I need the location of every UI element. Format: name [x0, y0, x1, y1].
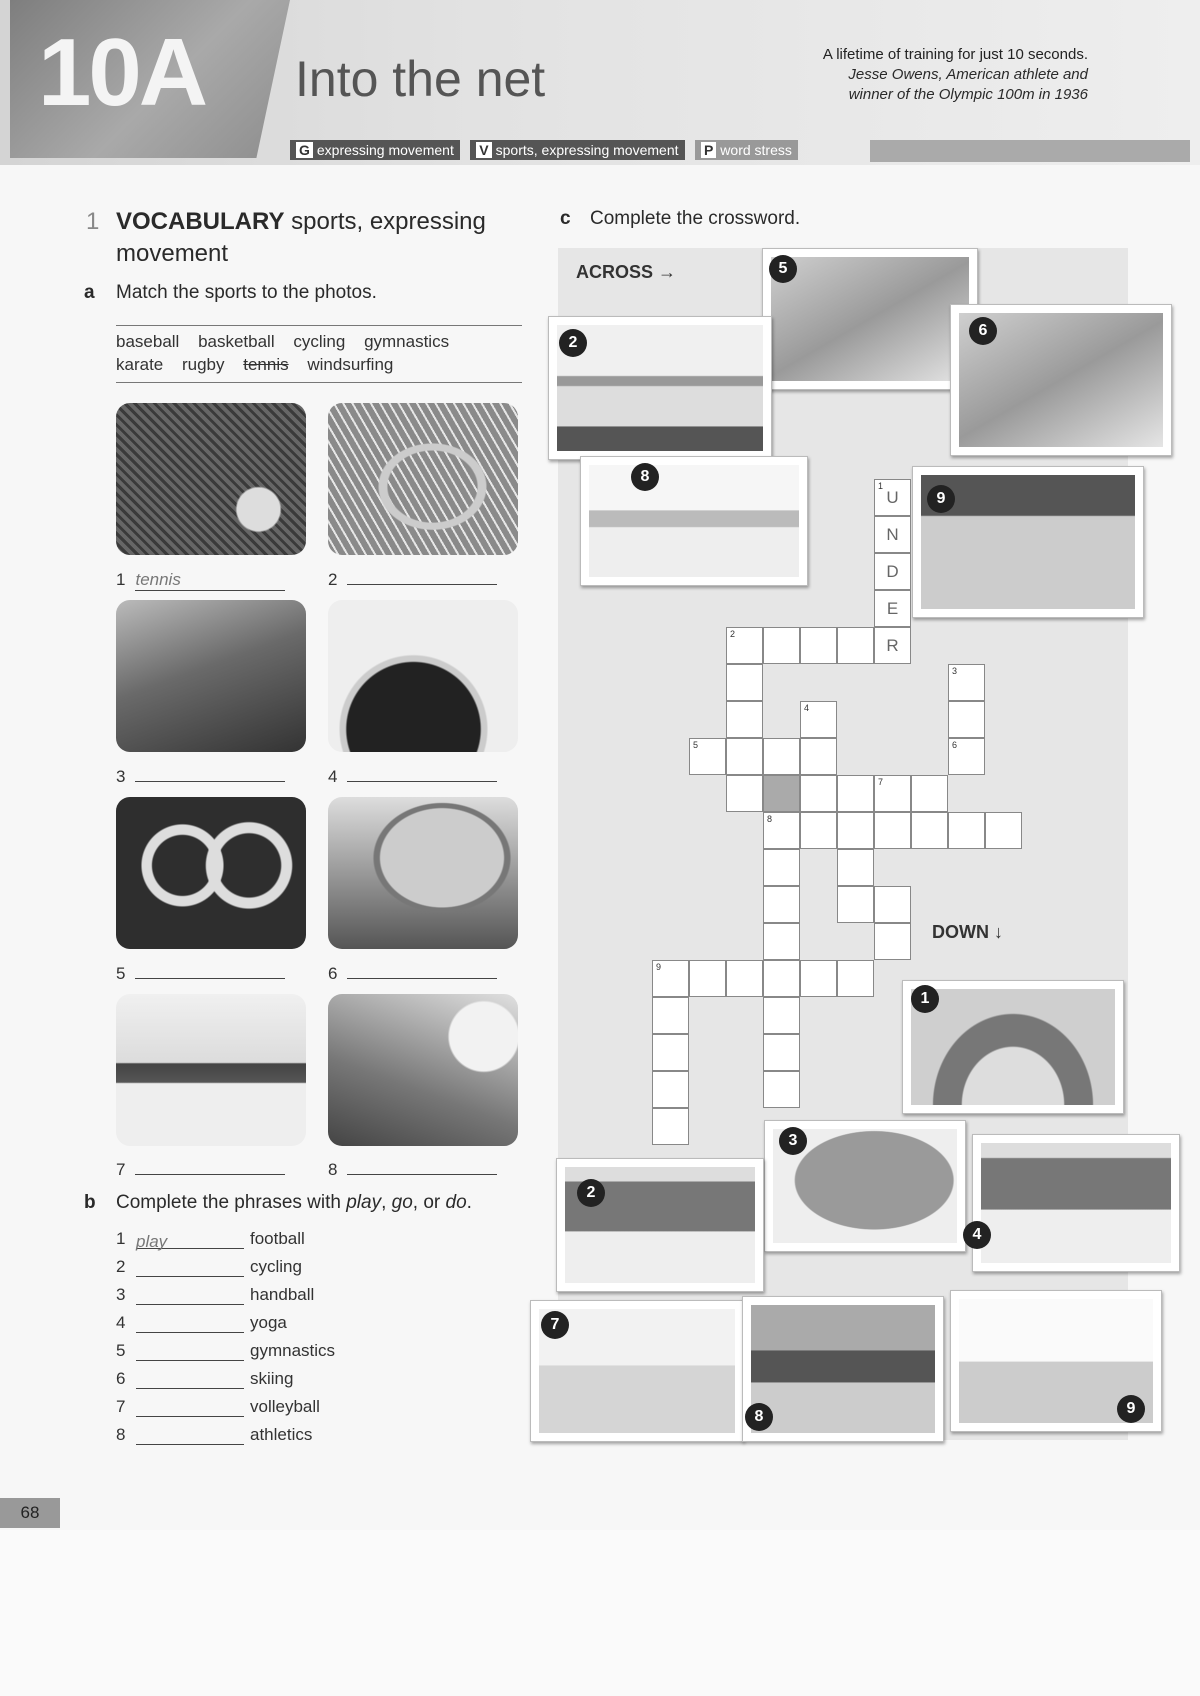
crossword-cell[interactable] — [874, 886, 911, 923]
crossword-cell[interactable] — [874, 479, 911, 516]
crossword-cell[interactable] — [763, 849, 800, 886]
crossword-cell[interactable] — [726, 701, 763, 738]
word-basketball: basketball — [198, 332, 275, 351]
phrase-blank[interactable] — [136, 1400, 244, 1417]
crossword-cell[interactable] — [652, 1071, 689, 1108]
crossword-cell[interactable] — [800, 738, 837, 775]
crossword-cell[interactable] — [763, 775, 800, 812]
word-cycling: cycling — [293, 332, 346, 351]
answer-line[interactable]: tennis — [135, 570, 285, 591]
phrase-item: 8 athletics — [116, 1425, 313, 1444]
across-picture-2: 2 — [548, 316, 772, 460]
exercise-b-instruction: Complete the phrases with play, go, or do. — [116, 1192, 472, 1213]
crossword-cell[interactable] — [763, 923, 800, 960]
crossword-cell[interactable] — [911, 812, 948, 849]
crossword-clue-number: 2 — [730, 629, 736, 639]
photo-caption-3: 3 — [116, 767, 285, 787]
photo-caption-7: 7 — [116, 1160, 285, 1180]
crossword-cell[interactable] — [763, 738, 800, 775]
crossword-cell[interactable] — [874, 553, 911, 590]
crossword-cell[interactable] — [911, 775, 948, 812]
phrase-blank[interactable] — [136, 1372, 244, 1389]
crossword-cell[interactable] — [874, 923, 911, 960]
across-picture-5: 5 — [762, 248, 978, 390]
word-windsurfing: windsurfing — [307, 355, 394, 374]
across-label: ACROSS → — [576, 262, 677, 282]
crossword-cell[interactable] — [874, 627, 911, 664]
answer-line[interactable] — [135, 781, 285, 782]
down-label: DOWN ↓ — [932, 922, 1003, 942]
photo-rugby — [328, 797, 518, 949]
crossword-letter: U — [886, 488, 899, 507]
crossword-cell[interactable] — [837, 775, 874, 812]
crossword-cell[interactable] — [763, 886, 800, 923]
quote-author-line1: Jesse Owens, American athlete and — [848, 66, 1088, 83]
phrase-blank[interactable] — [136, 1260, 244, 1277]
crossword-cell[interactable] — [800, 812, 837, 849]
word-box-row-2 — [116, 355, 407, 375]
crossword-cell[interactable] — [726, 775, 763, 812]
phrase-item: 1 play football — [116, 1229, 305, 1251]
page-footer — [0, 1530, 1200, 1696]
phrase-blank[interactable]: play — [136, 1232, 244, 1249]
phrase-item: 3 handball — [116, 1285, 315, 1304]
crossword-cell[interactable] — [652, 960, 689, 997]
crossword-clue-number: 9 — [656, 962, 662, 972]
crossword-letter: E — [886, 599, 899, 618]
answer-line[interactable] — [347, 584, 497, 585]
phrase-item: 2 cycling — [116, 1257, 302, 1276]
crossword-letter: D — [886, 562, 899, 581]
exercise-a-instruction: Match the sports to the photos. — [116, 282, 377, 303]
crossword-cell[interactable] — [726, 627, 763, 664]
crossword-cell[interactable] — [689, 960, 726, 997]
crossword-cell[interactable] — [726, 664, 763, 701]
word-baseball: baseball — [116, 332, 180, 351]
crossword-cell[interactable] — [874, 590, 911, 627]
page-number: 68 — [0, 1498, 60, 1528]
phrase-blank[interactable] — [136, 1316, 244, 1333]
crossword-clue-number: 1 — [878, 481, 884, 491]
photo-karate — [116, 994, 306, 1146]
crossword-clue-number: 5 — [693, 740, 699, 750]
tag-vocabulary: V sports, expressing movement — [470, 140, 684, 160]
phrase-blank[interactable] — [136, 1344, 244, 1361]
crossword-cell[interactable] — [763, 627, 800, 664]
quote-text: A lifetime of training for just 10 seconds. — [822, 46, 1088, 63]
answer-line[interactable] — [347, 978, 497, 979]
crossword-letter: N — [886, 525, 899, 544]
crossword-cell[interactable] — [800, 775, 837, 812]
crossword-cell[interactable] — [763, 997, 800, 1034]
answer-line[interactable] — [135, 1174, 285, 1175]
crossword-cell[interactable] — [726, 738, 763, 775]
exercise-c-instruction: Complete the crossword. — [590, 208, 801, 229]
exercise-b-letter: b — [84, 1192, 96, 1213]
lesson-title: Into the net — [295, 51, 546, 107]
crossword-cell[interactable] — [689, 738, 726, 775]
crossword-clue-number: 8 — [767, 814, 773, 824]
phrase-item: 6 skiing — [116, 1369, 294, 1388]
tag-pronunciation: P word stress — [695, 140, 798, 160]
down-picture-9: 9 — [950, 1290, 1162, 1432]
crossword-cell[interactable] — [837, 849, 874, 886]
section-title-rest: sports, expressing movement — [116, 208, 486, 267]
phrase-item: 5 gymnastics — [116, 1341, 336, 1360]
crossword-cell[interactable] — [948, 664, 985, 701]
crossword-cell[interactable] — [800, 960, 837, 997]
answer-line[interactable] — [347, 781, 497, 782]
crossword-cell[interactable] — [948, 701, 985, 738]
crossword-cell[interactable] — [874, 775, 911, 812]
section-title — [116, 206, 536, 270]
crossword-cell[interactable] — [874, 516, 911, 553]
crossword-cell[interactable] — [837, 886, 874, 923]
tag-divider — [870, 140, 1190, 162]
word-karate: karate — [116, 355, 164, 374]
phrase-item: 4 yoga — [116, 1313, 287, 1332]
crossword-clue-number: 4 — [804, 703, 810, 713]
across-picture-6: 6 — [950, 304, 1172, 456]
down-picture-3: 3 — [764, 1120, 966, 1252]
down-picture-2: 2 — [556, 1158, 764, 1292]
exercise-a-letter: a — [84, 282, 95, 303]
crossword-cell[interactable] — [652, 997, 689, 1034]
photo-caption-1: 1 tennis — [116, 570, 285, 591]
exercise-c-letter: c — [560, 208, 571, 229]
word-tennis: tennis — [243, 355, 289, 374]
answer-line[interactable] — [135, 978, 285, 979]
photo-caption-2: 2 — [328, 570, 497, 590]
photo-tennis — [116, 403, 306, 555]
photo-gymnastics — [116, 797, 306, 949]
crossword-clue-number: 7 — [878, 777, 884, 787]
photo-caption-8: 8 — [328, 1160, 497, 1180]
photo-basketball — [328, 403, 518, 555]
crossword-cell[interactable] — [837, 627, 874, 664]
photo-windsurfing — [116, 600, 306, 752]
crossword-cell[interactable] — [763, 1034, 800, 1071]
across-picture-8: 8 — [580, 456, 808, 586]
photo-caption-5: 5 — [116, 964, 285, 984]
crossword-letter: R — [886, 636, 899, 655]
word-gymnastics: gymnastics — [364, 332, 450, 351]
down-picture-1: 1 — [902, 980, 1124, 1114]
crossword-cell[interactable] — [800, 627, 837, 664]
crossword-cell[interactable] — [726, 960, 763, 997]
crossword-cell[interactable] — [763, 1071, 800, 1108]
crossword-cell[interactable] — [948, 812, 985, 849]
word-box-row-1 — [116, 332, 463, 352]
crossword-cell[interactable] — [652, 1034, 689, 1071]
photo-caption-4: 4 — [328, 767, 497, 787]
across-picture-9: 9 — [912, 466, 1144, 618]
crossword-cell[interactable] — [948, 738, 985, 775]
crossword-cell[interactable] — [763, 812, 800, 849]
lesson-number: 10A — [38, 19, 206, 126]
photo-cycling — [328, 600, 518, 752]
section-title-bold: VOCABULARY — [116, 208, 285, 235]
down-picture-8: 8 — [742, 1296, 944, 1442]
lesson-tags — [290, 140, 804, 162]
answer-line[interactable] — [347, 1174, 497, 1175]
word-rugby: rugby — [181, 355, 225, 374]
quote-author-line2: winner of the Olympic 100m in 1936 — [848, 86, 1088, 103]
crossword-cell[interactable] — [837, 960, 874, 997]
phrase-item: 7 volleyball — [116, 1397, 320, 1416]
photo-baseball — [328, 994, 518, 1146]
crossword-clue-number: 3 — [952, 666, 958, 676]
phrase-blank[interactable] — [136, 1428, 244, 1445]
crossword-clue-number: 6 — [952, 740, 958, 750]
section-number: 1 — [86, 208, 100, 235]
phrase-blank[interactable] — [136, 1288, 244, 1305]
tag-grammar: G expressing movement — [290, 140, 460, 160]
crossword-cell[interactable] — [763, 960, 800, 997]
crossword-cell[interactable] — [985, 812, 1022, 849]
crossword-cell[interactable] — [800, 701, 837, 738]
crossword-cell[interactable] — [837, 812, 874, 849]
crossword-cell[interactable] — [652, 1108, 689, 1145]
crossword-cell[interactable] — [874, 812, 911, 849]
down-picture-4: 4 — [972, 1134, 1180, 1272]
photo-caption-6: 6 — [328, 964, 497, 984]
down-picture-7: 7 — [530, 1300, 744, 1442]
